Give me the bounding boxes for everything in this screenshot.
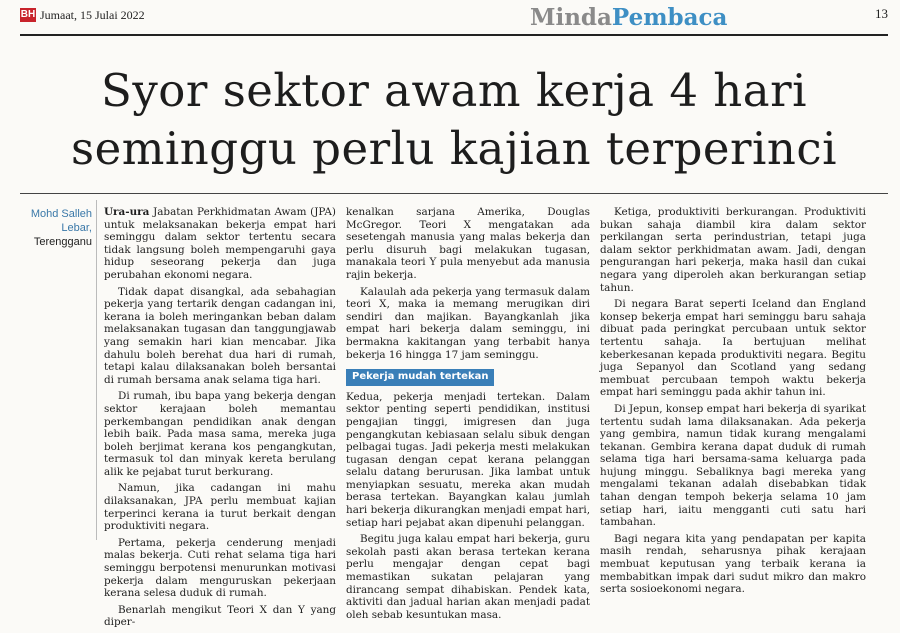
paragraph: kenalkan sarjana Amerika, Douglas McGregor. Teori X mengatakan ada sesetengah manusia yang malas bekerja dan perlu disuruh bagi melakukan tugasan, manakala teori Y pula menyebut ada manusia rajin bekerja. — [346, 206, 590, 281]
headline-line-2: seminggu perlu kajian terperinci — [71, 122, 837, 175]
author-name-line-2: Lebar, — [61, 222, 92, 234]
issue-date: Jumaat, 15 Julai 2022 — [40, 8, 145, 22]
paragraph: Pertama, pekerja cenderung menjadi malas bekerja. Cuti rehat selama tiga hari seminggu berpotensi menurunkan motivasi pekerja dalam menguruskan pekerjaan kerana selesa duduk di rumah. — [104, 536, 336, 600]
lead-in: Ura-ura — [104, 206, 150, 218]
author-name-line-1: Mohd Salleh — [30, 208, 92, 220]
section-title-part-2: Pembaca — [611, 4, 728, 31]
article-column-3 — [600, 206, 866, 600]
section-title-part-1: Minda — [530, 4, 612, 31]
article-column-2 — [346, 206, 590, 625]
byline — [20, 207, 92, 249]
paragraph: Ketiga, produktiviti berkurangan. Produktiviti bukan sahaja diambil kira dalam sektor perkilangan serta perindustrian, tetapi juga dalam sektor perkhidmatan awam. Jadi, dengan pengurangan hari pekerja, maka hasil dan cukai negara yang diperoleh akan berkurangan setiap tahun. — [600, 206, 866, 294]
section-title — [530, 4, 727, 31]
paragraph: Di negara Barat seperti Iceland dan England konsep bekerja empat hari seminggu baru sahaja dibuat pada peringkat percubaan untuk sektor tertentu sahaja. Ia bertujuan melihat keberkesanan kepada produktiviti negara. Begitu juga Sepanyol dan Scotland yang sedang membuat percubaan tempoh waktu bekerja empat hari seminggu pada akhir tahun ini. — [600, 298, 866, 399]
paragraph: Bagi negara kita yang pendapatan per kapita masih rendah, seharusnya pihak kerajaan membuat keputusan yang terbaik kerana ia membabitkan impak dari sudut mikro dan makro serta sosioekonomi negara. — [600, 532, 866, 596]
headline-rule — [20, 193, 888, 194]
article-column-1 — [104, 206, 336, 633]
paragraph: Kedua, pekerja menjadi tertekan. Dalam sektor penting seperti pendidikan, institusi pengajian tinggi, imigresen dan juga pengangkutan kebiasaan selalu sibuk dengan pelbagai tugas. Jadi pekerja mesti melakukan tugasan dengan cepat kerana pelanggan selalu datang berurusan. Jika lambat untuk menyiapkan sesuatu, mereka akan mudah berasa tertekan. Bayangkan kalau jumlah hari bekerja dikurangkan menjadi empat hari, setiap hari pejabat akan dipenuhi pelanggan. — [346, 390, 590, 529]
paragraph: Di Jepun, konsep empat hari bekerja di syarikat tertentu sudah lama dilaksanakan. Ada pekerja yang gembira, namun tidak kurang mengalami tekanan. Gembira kerana dapat duduk di rumah selama tiga hari bersama-sama keluarga pada hujung minggu. Sebaliknya bagi mereka yang mengalami tekanan adalah disebabkan tidak tahan dengan tempoh bekerja selama 10 jam setiap hari, iaitu mengganti cuti satu hari tambahan. — [600, 402, 866, 529]
headline-line-1: Syor sektor awam kerja 4 hari — [101, 64, 807, 117]
paragraph: Namun, jika cadangan ini mahu dilaksanakan, JPA perlu membuat kajian terperinci kerana ia turut berkait dengan produktiviti negara. — [104, 482, 336, 533]
paragraph: Kalaulah ada pekerja yang termasuk dalam teori X, maka ia memang merugikan diri sendiri dan majikan. Bayangkanlah jika empat hari bekerja dalam seminggu, ini bermakna kakitangan yang terbabit hanya bekerja 16 hingga 17 jam seminggu. — [346, 285, 590, 361]
header-rule — [20, 34, 888, 36]
paragraph: Di rumah, ibu bapa yang bekerja dengan sektor kerajaan boleh memantau perkembangan pendidikan anak dengan lebih baik. Pada masa sama, mereka juga boleh berjimat kerana kos pengangkutan, termasuk tol dan minyak kereta berulang alik ke pejabat turut berkurang. — [104, 390, 336, 478]
subheading: Pekerja mudah tertekan — [346, 369, 494, 386]
paragraph — [104, 206, 336, 282]
page-header — [0, 0, 900, 34]
paragraph-text: Jabatan Perkhidmatan Awam (JPA) untuk melaksanakan bekerja empat hari seminggu dalam sektor tertentu secara tidak langsung boleh mempengaruhi gaya hidup seseorang pekerja dan juga perubahan ekonomi negara. — [104, 206, 336, 281]
paragraph: Begitu juga kalau empat hari bekerja, guru sekolah pasti akan berasa tertekan kerana perlu mengajar dengan cepat bagi memastikan sukatan pelajaran yang dirancang sempat dihabiskan. Pendek kata, aktiviti dan jadual harian akan menjadi padat oleh sebab kesuntukan masa. — [346, 533, 590, 621]
page-number: 13 — [875, 6, 888, 21]
paragraph: Benarlah mengikut Teori X dan Y yang diper- — [104, 603, 336, 629]
publication-logo: BH — [20, 9, 36, 20]
byline-divider — [96, 200, 97, 540]
headline — [20, 62, 888, 178]
paragraph: Tidak dapat disangkal, ada sebahagian pekerja yang tertarik dengan cadangan ini, kerana ia boleh meringankan beban dalam melaksanakan tugasan dan tanggungjawab yang semakin hari kian mencabar. Jika dahulu boleh berehat dua hari di rumah, tetapi kalau dilaksanakan boleh bersantai di rumah bersama anak selama tiga hari. — [104, 285, 336, 386]
author-location: Terengganu — [33, 236, 92, 248]
